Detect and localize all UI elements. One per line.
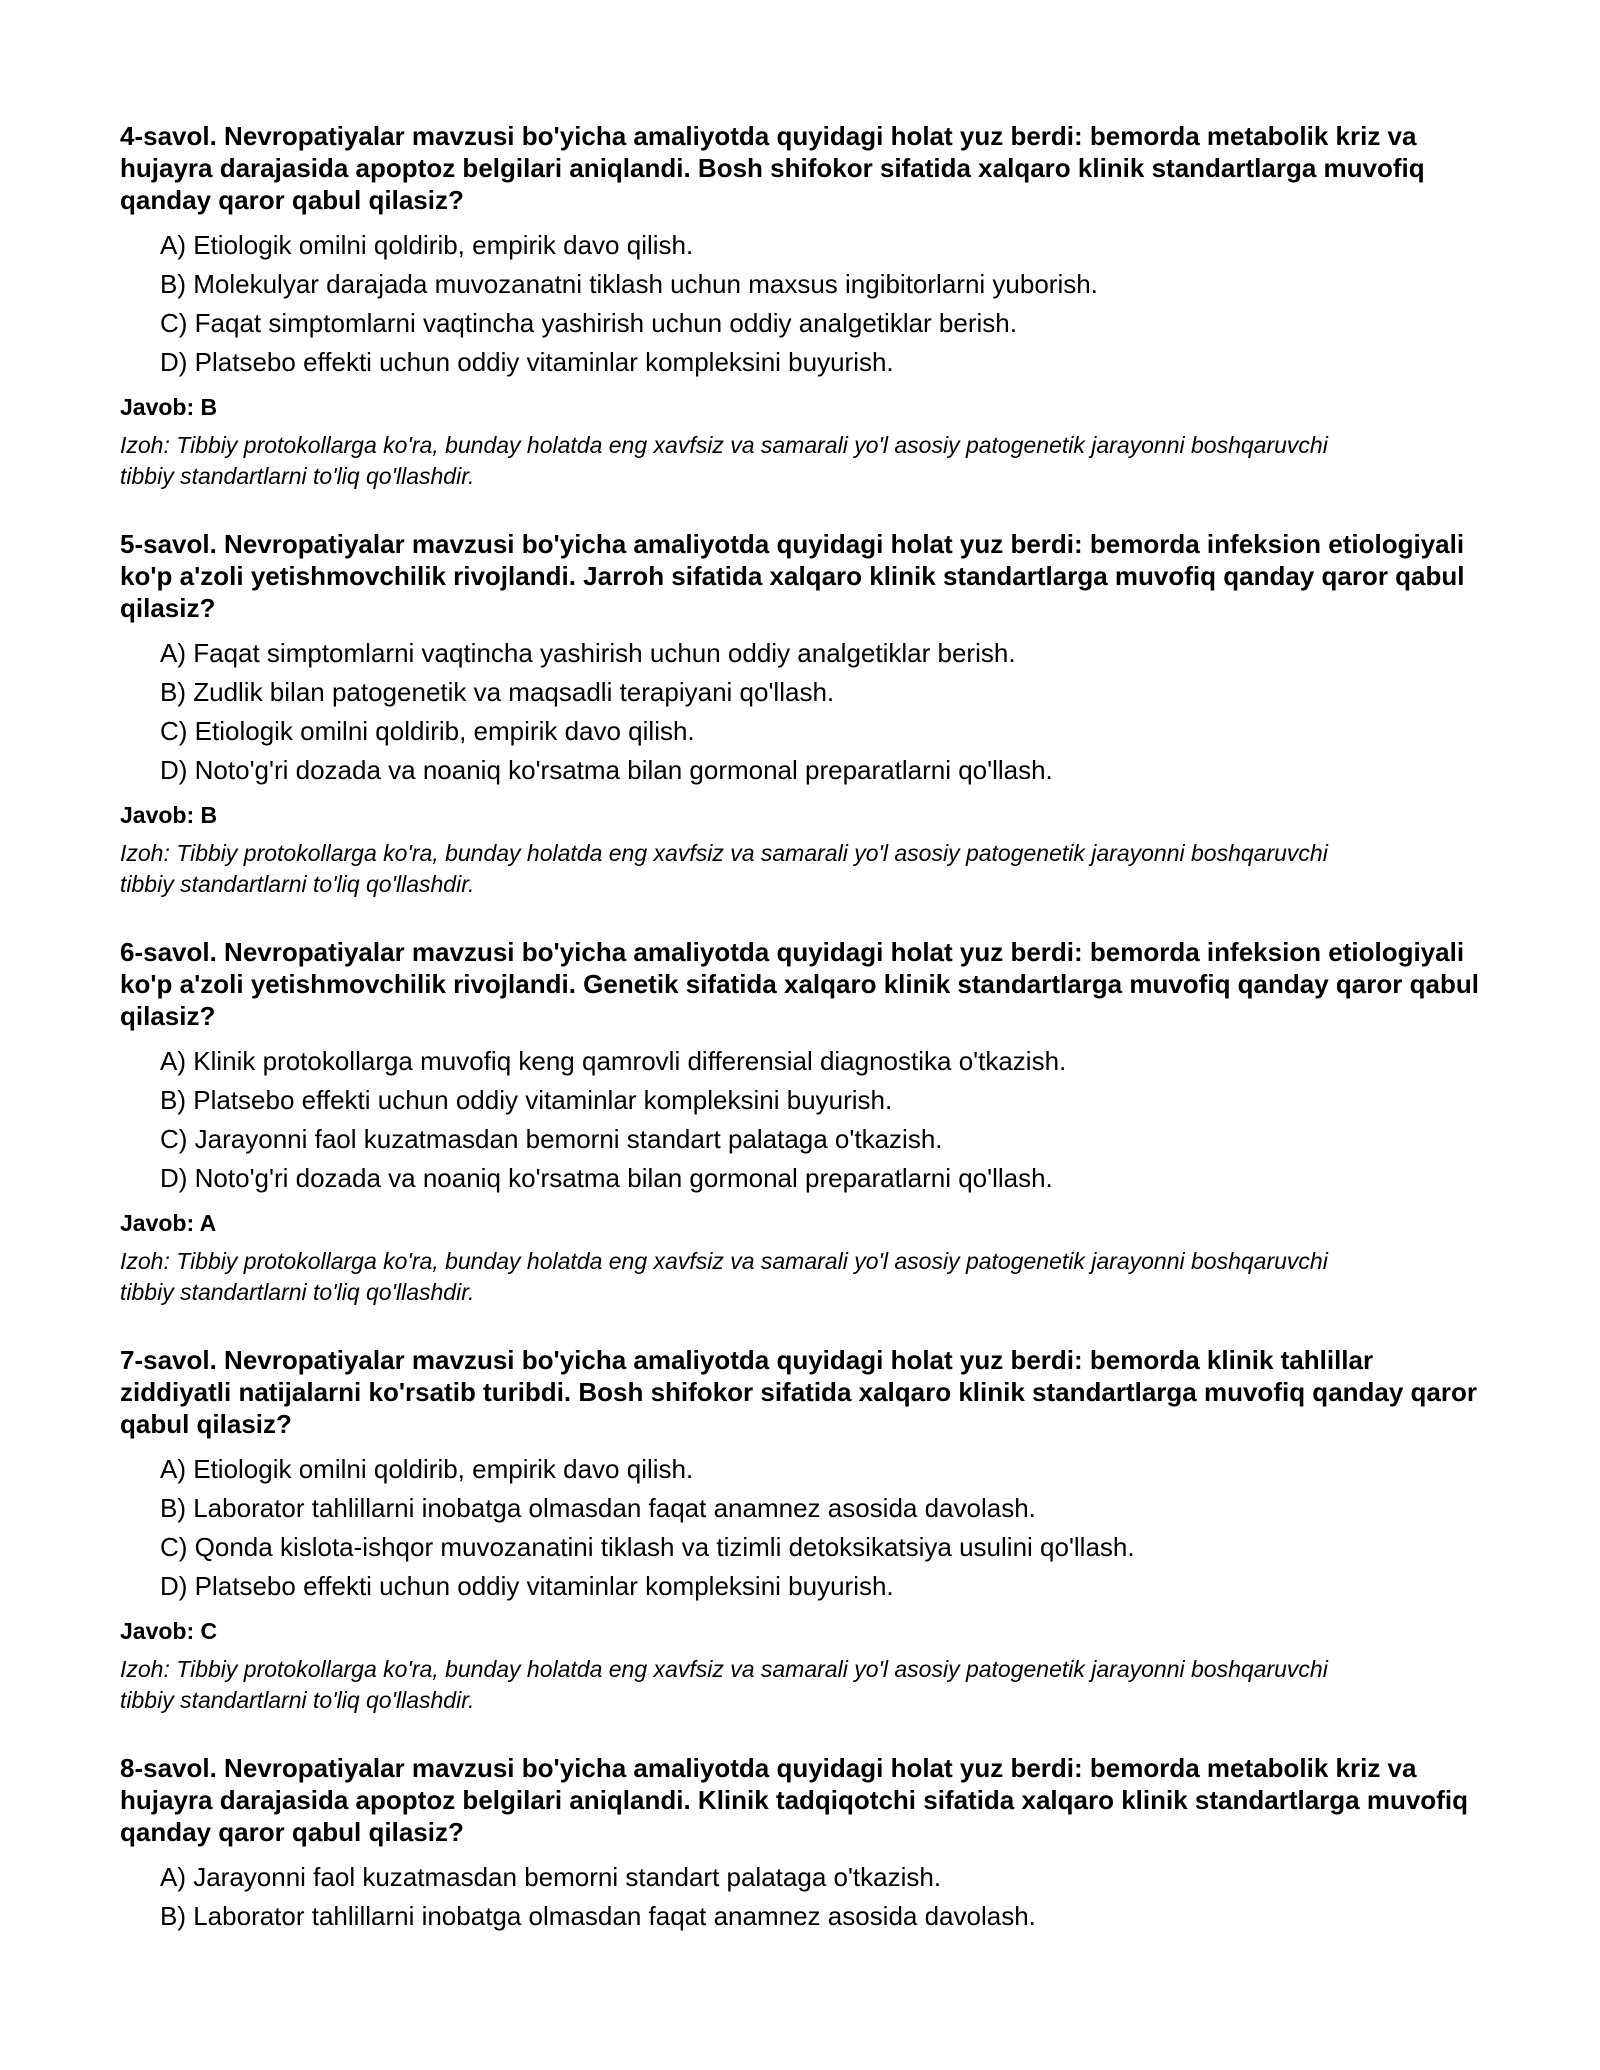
question-block-7 (120, 1344, 1480, 1716)
option-d: D) Platsebo effekti uchun oddiy vitaminlar kompleksini buyurish. (160, 347, 894, 377)
option-b: B) Laborator tahlillarni inobatga olmasdan faqat anamnez asosida davolash. (160, 1493, 1036, 1523)
question-block-5 (120, 528, 1480, 900)
answer-options (120, 634, 1480, 790)
option-a: A) Klinik protokollarga muvofiq keng qamrovli differensial diagnostika o'tkazish. (160, 1046, 1067, 1076)
option-b: B) Laborator tahlillarni inobatga olmasdan faqat anamnez asosida davolash. (160, 1901, 1036, 1931)
answer-options (120, 1450, 1480, 1606)
question-title: 7-savol. Nevropatiyalar mavzusi bo'yicha amaliyotda quyidagi holat yuz berdi: bemorda klinik tahlillar ziddiyatli natijalarni ko'rsatib turibdi. Bosh shifokor sifatida xalqaro klinik standartlarga muvofiq qanday qaror qabul qilasiz? (120, 1345, 1478, 1439)
question-title: 4-savol. Nevropatiyalar mavzusi bo'yicha amaliyotda quyidagi holat yuz berdi: bemorda metabolik kriz va hujayra darajasida apoptoz belgilari aniqlandi. Bosh shifokor sifatida xalqaro klinik standartlarga muvofiq qanday qaror qabul qilasiz? (120, 121, 1425, 215)
question-block-4 (120, 120, 1480, 492)
question-block-6 (120, 936, 1480, 1308)
option-c: C) Faqat simptomlarni vaqtincha yashirish uchun oddiy analgetiklar berish. (160, 308, 1017, 338)
option-d: D) Platsebo effekti uchun oddiy vitaminlar kompleksini buyurish. (160, 1571, 894, 1601)
explanation-note: Izoh: Tibbiy protokollarga ko'ra, bunday holatda eng xavfsiz va samarali yo'l asosiy patogenetik jarayonni boshqaruvchi tibbiy standartlarni to'liq qo'llashdir. (120, 840, 1328, 897)
option-b: B) Zudlik bilan patogenetik va maqsadli terapiyani qo'llash. (160, 677, 835, 707)
option-c: C) Jarayonni faol kuzatmasdan bemorni standart palataga o'tkazish. (160, 1124, 943, 1154)
option-a: A) Etiologik omilni qoldirib, empirik davo qilish. (160, 1454, 694, 1484)
option-d: D) Noto'g'ri dozada va noaniq ko'rsatma bilan gormonal preparatlarni qo'llash. (160, 1163, 1053, 1193)
option-d: D) Noto'g'ri dozada va noaniq ko'rsatma bilan gormonal preparatlarni qo'llash. (160, 755, 1053, 785)
option-b: B) Molekulyar darajada muvozanatni tiklash uchun maxsus ingibitorlarni yuborish. (160, 269, 1098, 299)
option-b: B) Platsebo effekti uchun oddiy vitaminlar kompleksini buyurish. (160, 1085, 893, 1115)
option-c: C) Etiologik omilni qoldirib, empirik davo qilish. (160, 716, 695, 746)
question-title: 6-savol. Nevropatiyalar mavzusi bo'yicha amaliyotda quyidagi holat yuz berdi: bemorda infeksion etiologiyali ko'p a'zoli yetishmovchilik rivojlandi. Genetik sifatida xalqaro klinik standartlarga muvofiq qanday qaror qabul qilasiz? (120, 937, 1479, 1031)
question-title: 5-savol. Nevropatiyalar mavzusi bo'yicha amaliyotda quyidagi holat yuz berdi: bemorda infeksion etiologiyali ko'p a'zoli yetishmovchilik rivojlandi. Jarroh sifatida xalqaro klinik standartlarga muvofiq qanday qaror qabul qilasiz? (120, 529, 1465, 623)
answer-options (120, 226, 1480, 382)
answer-line: Javob: B (120, 802, 218, 828)
option-a: A) Etiologik omilni qoldirib, empirik davo qilish. (160, 230, 694, 260)
question-block-8 (120, 1752, 1480, 1936)
explanation-note: Izoh: Tibbiy protokollarga ko'ra, bunday holatda eng xavfsiz va samarali yo'l asosiy patogenetik jarayonni boshqaruvchi tibbiy standartlarni to'liq qo'llashdir. (120, 432, 1328, 489)
answer-options (120, 1858, 1480, 1936)
answer-options (120, 1042, 1480, 1198)
answer-line: Javob: C (120, 1618, 218, 1644)
answer-line: Javob: B (120, 394, 218, 420)
option-a: A) Jarayonni faol kuzatmasdan bemorni standart palataga o'tkazish. (160, 1862, 942, 1892)
document-page (120, 120, 1480, 1972)
option-a: A) Faqat simptomlarni vaqtincha yashirish uchun oddiy analgetiklar berish. (160, 638, 1016, 668)
answer-line: Javob: A (120, 1210, 217, 1236)
question-title: 8-savol. Nevropatiyalar mavzusi bo'yicha amaliyotda quyidagi holat yuz berdi: bemorda metabolik kriz va hujayra darajasida apoptoz belgilari aniqlandi. Klinik tadqiqotchi sifatida xalqaro klinik standartlarga muvofiq qanday qaror qabul qilasiz? (120, 1753, 1468, 1847)
option-c: C) Qonda kislota-ishqor muvozanatini tiklash va tizimli detoksikatsiya usulini qo'llash. (160, 1532, 1135, 1562)
explanation-note: Izoh: Tibbiy protokollarga ko'ra, bunday holatda eng xavfsiz va samarali yo'l asosiy patogenetik jarayonni boshqaruvchi tibbiy standartlarni to'liq qo'llashdir. (120, 1248, 1328, 1305)
explanation-note: Izoh: Tibbiy protokollarga ko'ra, bunday holatda eng xavfsiz va samarali yo'l asosiy patogenetik jarayonni boshqaruvchi tibbiy standartlarni to'liq qo'llashdir. (120, 1656, 1328, 1713)
